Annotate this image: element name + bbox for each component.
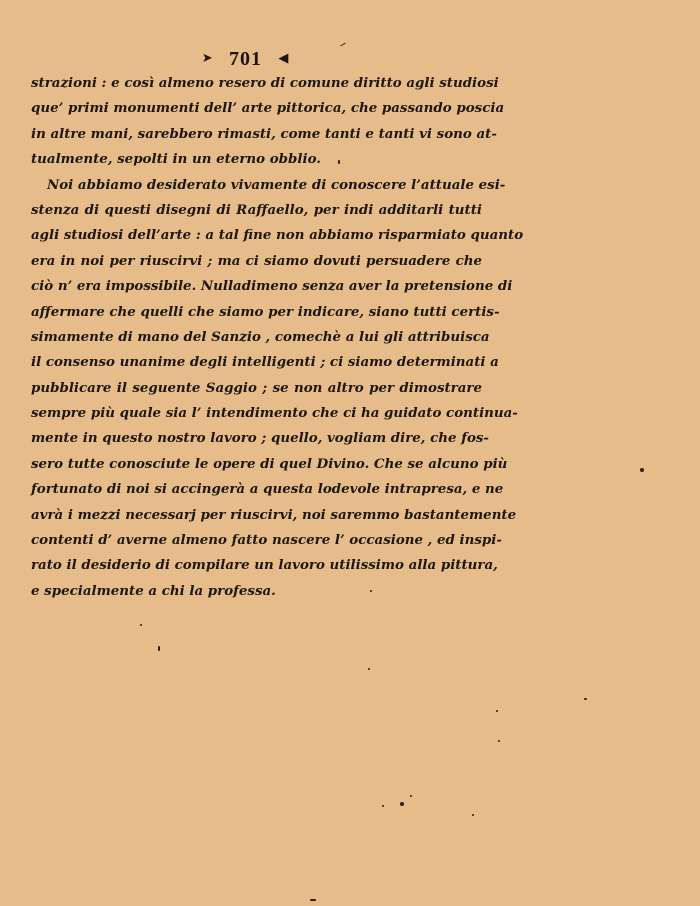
scan-speck bbox=[640, 468, 644, 472]
text-line: in altre mani, sarebbero rimasti, come tanti e tanti vi sono at- bbox=[31, 125, 497, 142]
scan-speck bbox=[338, 160, 340, 164]
right-pointing-hand-ornament-icon: ◀ bbox=[278, 51, 289, 66]
left-pointing-hand-ornament-icon: ➤ bbox=[201, 51, 213, 66]
text-line: e specialmente a chi la professa. bbox=[31, 582, 276, 599]
text-line: rato il desiderio di compilare un lavoro utilissimo alla pittura, bbox=[31, 557, 498, 574]
text-line: strazioni : e così almeno resero di comune diritto agli studiosi bbox=[31, 75, 499, 91]
text-line: fortunato di noi si accingerà a questa lodevole intrapresa, e ne bbox=[31, 481, 504, 498]
scan-speck bbox=[496, 710, 498, 712]
scan-speck bbox=[472, 814, 474, 816]
text-line: pubblicare il seguente Saggio ; se non altro per dimostrare bbox=[31, 379, 482, 396]
scan-speck bbox=[158, 646, 160, 651]
text-line: agli studiosi dell’arte : a tal fine non abbiamo risparmiato quanto bbox=[31, 227, 524, 244]
scan-speck bbox=[382, 805, 384, 807]
page-number: 701 bbox=[228, 48, 262, 70]
scan-speck bbox=[310, 899, 316, 901]
text-line: Noi abbiamo desiderato vivamente di conoscere l’attuale esi- bbox=[47, 176, 506, 193]
paragraph-2 bbox=[31, 173, 524, 605]
text-line: stenza di questi disegni di Raffaello, per indi additarli tutti bbox=[31, 201, 482, 218]
text-line: avrà i mezzi necessarj per riuscirvi, noi saremmo bastantemente bbox=[31, 506, 517, 523]
text-line: simamente di mano del Sanzio , comechè a lui gli attribuisca bbox=[31, 328, 490, 345]
scan-speck bbox=[410, 795, 412, 797]
text-line: affermare che quelli che siamo per indicare, siano tutti certis- bbox=[31, 303, 500, 320]
text-line: que’ primi monumenti dell’ arte pittorica, che passando poscia bbox=[31, 100, 505, 117]
scan-speck bbox=[370, 590, 372, 592]
scan-speck bbox=[498, 740, 500, 742]
body-text bbox=[31, 71, 524, 604]
scan-speck bbox=[140, 624, 142, 626]
scan-speck bbox=[368, 668, 370, 670]
text-line: era in noi per riuscirvi ; ma ci siamo dovuti persuadere che bbox=[31, 252, 482, 269]
text-line: sempre più quale sia l’ intendimento che ci ha guidato continua- bbox=[31, 405, 518, 422]
text-line: tualmente, sepolti in un eterno obblio. bbox=[31, 151, 321, 168]
scan-speck bbox=[400, 802, 404, 806]
running-header bbox=[0, 46, 490, 74]
text-line: mente in questo nostro lavoro ; quello, vogliam dire, che fos- bbox=[31, 430, 489, 447]
text-line: ciò n’ era impossibile. Nulladimeno senza aver la pretensione di bbox=[31, 278, 513, 295]
text-line: sero tutte conosciute le opere di quel Divino. Che se alcuno più bbox=[31, 455, 508, 472]
scan-speck bbox=[584, 698, 587, 700]
paragraph-1 bbox=[31, 71, 505, 173]
text-line: il consenso unanime degli intelligenti ; ci siamo determinati a bbox=[31, 354, 499, 371]
text-line: contenti d’ averne almeno fatto nascere l’ occasione , ed inspi- bbox=[31, 532, 502, 549]
